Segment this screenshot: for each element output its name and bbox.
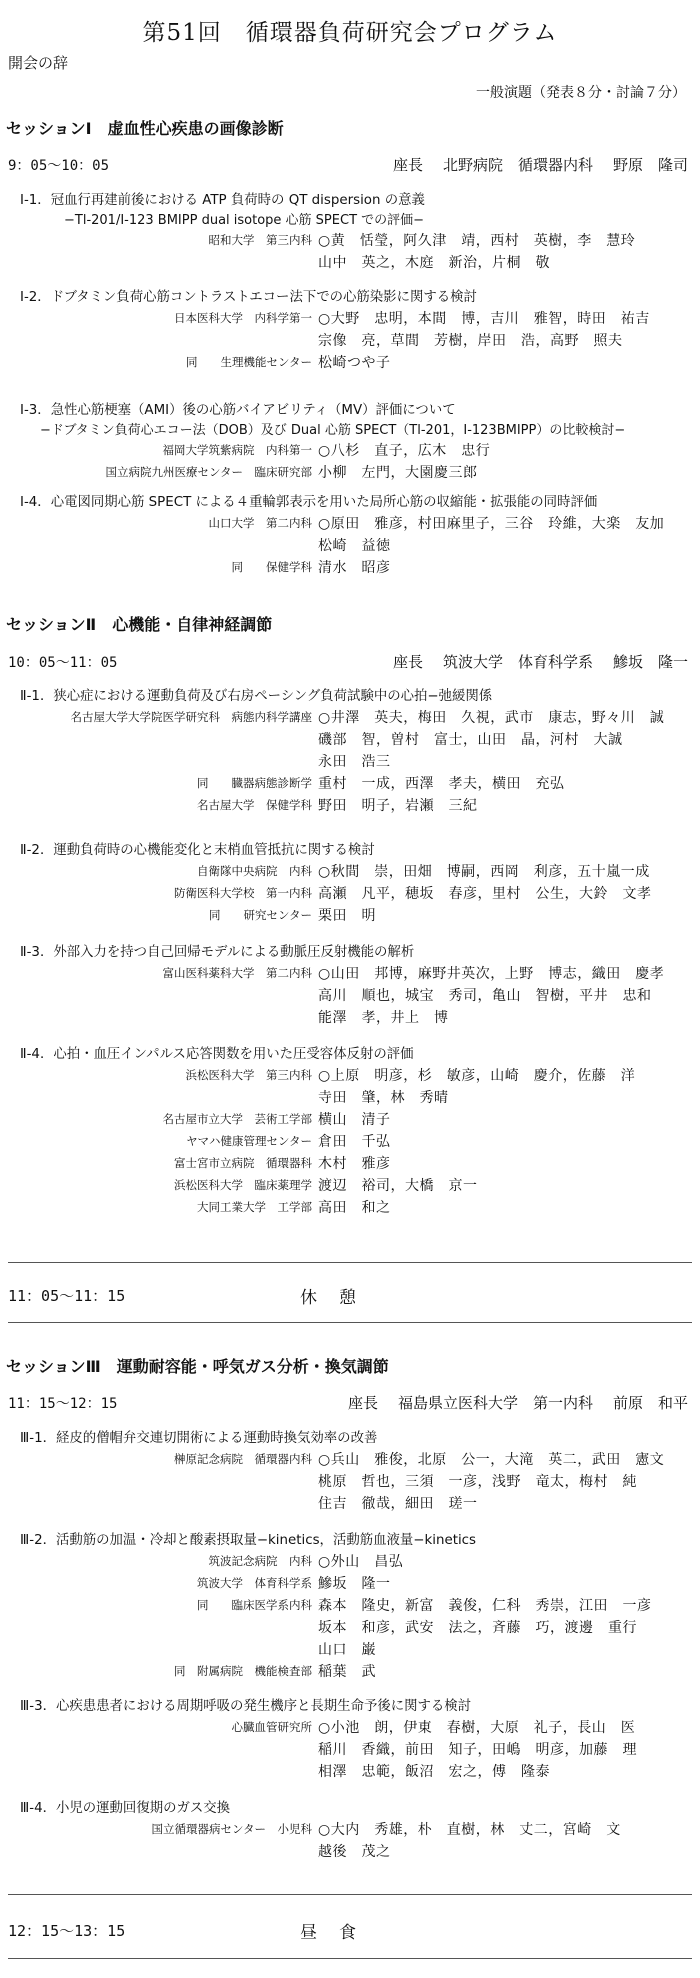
author-names: 寺田 肇，林 秀晴 <box>318 1090 449 1106</box>
author-names: ○外山 昌弘 <box>318 1554 404 1570</box>
author-row <box>0 1573 700 1595</box>
author-row <box>0 1841 700 1863</box>
author-row <box>0 1717 700 1739</box>
paper-entry <box>0 400 700 484</box>
paper-subtitle: −Tl-201/I-123 BMIPP dual isotope 心筋 SPECT での評価− <box>64 213 425 228</box>
chair-label: 座長 <box>347 1394 378 1412</box>
author-row <box>0 1449 700 1471</box>
divider <box>8 1894 692 1895</box>
author-row <box>0 557 700 579</box>
affiliation: 昭和大学 第三内科 <box>208 233 312 247</box>
affiliation: 日本医科大学 内科学第一 <box>174 311 312 325</box>
author-names: ○井澤 英夫，梅田 久視，武市 康志，野々川 誠 <box>318 710 665 726</box>
author-names: ○山田 邦博，麻野井英次，上野 博志，織田 慶孝 <box>318 966 665 982</box>
affiliation: 同 臨床医学系内科 <box>197 1598 312 1612</box>
author-row <box>0 513 700 535</box>
author-row <box>0 330 700 352</box>
author-names: ○八杉 直子，広木 忠行 <box>318 443 491 459</box>
author-names: 野田 明子，岩瀬 三紀 <box>318 798 478 814</box>
author-row <box>0 773 700 795</box>
author-names: 能澤 孝，井上 博 <box>318 1010 449 1026</box>
session-time: 10：05〜11：05 <box>8 655 118 671</box>
break-time: 11：05〜11：15 <box>8 1287 126 1305</box>
affiliation: 福岡大学筑紫病院 内科第一 <box>162 443 312 457</box>
break-label: 休憩 <box>300 1288 378 1308</box>
author-row <box>0 1109 700 1131</box>
break-label: 昼食 <box>300 1923 378 1943</box>
paper-title: Ⅰ-1．冠血行再建前後における ATP 負荷時の QT dispersion の意義 <box>20 193 425 208</box>
author-names: 小柳 左門，大園慶三郎 <box>318 465 478 481</box>
author-names: 木村 雅彦 <box>318 1156 391 1172</box>
author-names: ○原田 雅彦，村田麻里子，三谷 玲維，大楽 友加 <box>318 516 665 532</box>
author-row <box>0 1639 700 1661</box>
author-row <box>0 1493 700 1515</box>
affiliation: 名古屋市立大学 芸術工学部 <box>162 1112 312 1126</box>
author-names: 稲川 香織，前田 知子，田嶋 明彦，加藤 理 <box>318 1742 637 1758</box>
author-names: 永田 浩三 <box>318 754 391 770</box>
author-names: 倉田 千弘 <box>318 1134 391 1150</box>
author-names: 越後 茂之 <box>318 1844 391 1860</box>
paper-entry <box>0 190 700 274</box>
author-names: 山口 巌 <box>318 1642 376 1658</box>
affiliation: 浜松医科大学 臨床薬理学 <box>174 1178 312 1192</box>
paper-title: Ⅲ-4．小児の運動回復期のガス交換 <box>20 1801 231 1816</box>
author-row <box>0 1617 700 1639</box>
chair-affiliation: 北野病院 循環器内科 <box>442 156 593 174</box>
author-row <box>0 795 700 817</box>
author-row <box>0 1087 700 1109</box>
page-title: 第51回 循環器負荷研究会プログラム <box>142 20 558 46</box>
author-names: 住吉 徹哉，細田 瑳一 <box>318 1496 478 1512</box>
author-names: 相澤 忠範，飯沼 宏之，傅 隆泰 <box>318 1764 550 1780</box>
paper-title: Ⅰ-4．心電図同期心筋 SPECT による４重輪郭表示を用いた局所心筋の収縮能・拡張能の同時評価 <box>20 495 598 510</box>
session-time: 9：05〜10：05 <box>8 158 110 174</box>
divider <box>8 1262 692 1263</box>
divider <box>8 1322 692 1323</box>
paper-entry <box>0 686 700 817</box>
paper-entry <box>0 942 700 1029</box>
author-row <box>0 751 700 773</box>
paper-subtitle: −ドブタミン負荷心エコー法（DOB）及び Dual 心筋 SPECT（Tl-201，I-123BMIPP）の比較検討− <box>40 423 626 438</box>
author-names: 鰺坂 隆一 <box>318 1576 391 1592</box>
author-names: 山中 英之，木庭 新治，片桐 敬 <box>318 255 550 271</box>
author-row <box>0 1175 700 1197</box>
author-names: 森本 隆史，新富 義俊，仁科 秀崇，江田 一彦 <box>318 1598 652 1614</box>
author-row <box>0 883 700 905</box>
affiliation: 名古屋大学 保健学科 <box>197 798 312 812</box>
paper-title: Ⅲ-3．心疾患患者における周期呼吸の発生機序と長期生命予後に関する検討 <box>20 1699 472 1714</box>
chair-affiliation: 筑波大学 体育科学系 <box>442 653 593 671</box>
paper-title: Ⅱ-3．外部入力を持つ自己回帰モデルによる動脈圧反射機能の解析 <box>20 945 415 960</box>
chair-label: 座長 <box>392 653 423 671</box>
author-row <box>0 1761 700 1783</box>
paper-entry <box>0 1044 700 1219</box>
session-title: セッションⅢ 運動耐容能・呼気ガス分析・換気調節 <box>6 1357 389 1376</box>
paper-entry <box>0 1798 700 1863</box>
session-time: 11：15〜12：15 <box>8 1396 118 1412</box>
author-row <box>0 905 700 927</box>
author-row <box>0 535 700 557</box>
author-row <box>0 308 700 330</box>
author-names: 高田 和之 <box>318 1200 391 1216</box>
affiliation: 防衛医科大学校 第一内科 <box>174 886 312 900</box>
author-names: 宗像 亮，草間 芳樹，岸田 浩，高野 照夫 <box>318 333 623 349</box>
author-names: 横山 清子 <box>318 1112 391 1128</box>
session-chair <box>393 154 688 175</box>
paper-entry <box>0 1530 700 1683</box>
author-names: ○小池 朗，伊東 春樹，大原 礼子，長山 医 <box>318 1720 636 1736</box>
paper-entry <box>0 840 700 927</box>
author-row <box>0 1595 700 1617</box>
chair-name: 鰺坂 隆一 <box>612 653 688 671</box>
author-names: 松崎 益徳 <box>318 538 391 554</box>
author-row <box>0 707 700 729</box>
affiliation: 国立病院九州医療センター 臨床研究部 <box>105 465 312 479</box>
author-names: ○上原 明彦，杉 敏彦，山崎 慶介，佐藤 洋 <box>318 1068 636 1084</box>
author-row <box>0 352 700 374</box>
author-names: 渡辺 裕司，大橋 京一 <box>318 1178 478 1194</box>
affiliation: 筑波記念病院 内科 <box>208 1554 312 1568</box>
author-row <box>0 252 700 274</box>
author-row <box>0 462 700 484</box>
affiliation: 自衛隊中央病院 内科 <box>197 864 312 878</box>
author-names: 高瀬 凡平，穂坂 春彦，里村 公生，大鈴 文孝 <box>318 886 652 902</box>
session-title: セッションⅡ 心機能・自律神経調節 <box>6 615 273 634</box>
affiliation: ヤマハ健康管理センター <box>186 1134 312 1148</box>
paper-title: Ⅲ-2．活動筋の加温・冷却と酸素摂取量−kinetics，活動筋血液量−kinetics <box>20 1533 477 1548</box>
paper-title: Ⅱ-2．運動負荷時の心機能変化と末梢血管抵抗に関する検討 <box>20 843 375 858</box>
author-row <box>0 1065 700 1087</box>
author-row <box>0 1007 700 1029</box>
break-time: 12：15〜13：15 <box>8 1922 126 1940</box>
affiliation: 山口大学 第二内科 <box>208 516 312 530</box>
chair-name: 前原 和平 <box>612 1394 688 1412</box>
author-row <box>0 1153 700 1175</box>
paper-title: Ⅰ-3．急性心筋梗塞（AMI）後の心筋バイアビリティ（MV）評価について <box>20 403 456 418</box>
author-row <box>0 729 700 751</box>
session-chair <box>348 1392 688 1413</box>
affiliation: 同 保健学科 <box>231 560 312 574</box>
paper-title: Ⅲ-1．経皮的僧帽弁交連切開術による運動時換気効率の改善 <box>20 1431 378 1446</box>
author-names: ○黄 恬瑩，阿久津 靖，西村 英樹，李 慧玲 <box>318 233 636 249</box>
author-names: ○大野 忠明，本間 博，吉川 雅智，時田 祐吉 <box>318 311 650 327</box>
author-names: 栗田 明 <box>318 908 376 924</box>
author-names: ○秋間 崇，田畑 博嗣，西岡 利彦，五十嵐一成 <box>318 864 650 880</box>
affiliation: 同 臓器病態診断学 <box>197 776 312 790</box>
author-names: 稲葉 武 <box>318 1664 376 1680</box>
affiliation: 浜松医科大学 第三内科 <box>185 1068 312 1082</box>
author-names: ○大内 秀雄，朴 直樹，林 丈二，宮崎 文 <box>318 1822 621 1838</box>
author-names: 坂本 和彦，武安 法之，斉藤 巧，渡邊 重行 <box>318 1620 637 1636</box>
general-presentation-note: 一般演題（発表８分・討論７分） <box>476 85 686 101</box>
author-row <box>0 1551 700 1573</box>
affiliation: 同 附属病院 機能検査部 <box>174 1664 312 1678</box>
author-row <box>0 963 700 985</box>
author-names: 桃原 哲也，三須 一彦，浅野 竜太，梅村 純 <box>318 1474 637 1490</box>
affiliation: 心臓血管研究所 <box>231 1720 312 1734</box>
paper-title: Ⅱ-4．心拍・血圧インパルス応答関数を用いた圧受容体反射の評価 <box>20 1047 414 1062</box>
author-row <box>0 230 700 252</box>
chair-name: 野原 隆司 <box>612 156 688 174</box>
author-row <box>0 1819 700 1841</box>
session-chair <box>393 651 688 672</box>
chair-affiliation: 福島県立医科大学 第一内科 <box>397 1394 593 1412</box>
divider <box>8 1958 692 1959</box>
paper-entry <box>0 1696 700 1783</box>
author-names: 重村 一成，西澤 孝夫，横田 充弘 <box>318 776 565 792</box>
author-row <box>0 1661 700 1683</box>
author-row <box>0 861 700 883</box>
author-names: 磯部 智，曽村 富士，山田 晶，河村 大誠 <box>318 732 623 748</box>
author-names: 松崎つや子 <box>318 355 391 371</box>
affiliation: 名古屋大学大学院医学研究科 病態内科学講座 <box>70 710 312 724</box>
author-names: 清水 昭彦 <box>318 560 391 576</box>
affiliation: 榊原記念病院 循環器内科 <box>174 1452 312 1466</box>
chair-label: 座長 <box>392 156 423 174</box>
paper-entry <box>0 1428 700 1515</box>
paper-title: Ⅰ-2．ドブタミン負荷心筋コントラストエコー法下での心筋染影に関する検討 <box>20 290 477 305</box>
affiliation: 富山医科薬科大学 第二内科 <box>162 966 312 980</box>
author-row <box>0 440 700 462</box>
affiliation: 同 研究センター <box>208 908 312 922</box>
paper-entry <box>0 287 700 374</box>
author-row <box>0 1197 700 1219</box>
affiliation: 筑波大学 体育科学系 <box>197 1576 312 1590</box>
author-names: ○兵山 雅俊，北原 公一，大滝 英二，武田 憲文 <box>318 1452 665 1468</box>
author-names: 高川 順也，城宝 秀司，亀山 智樹，平井 忠和 <box>318 988 652 1004</box>
author-row <box>0 1131 700 1153</box>
affiliation: 国立循環器病センター 小児科 <box>151 1822 312 1836</box>
session-title: セッションⅠ 虚血性心疾患の画像診断 <box>6 119 284 138</box>
opening-remarks: 開会の辞 <box>8 54 69 72</box>
paper-entry <box>0 492 700 579</box>
affiliation: 大同工業大学 工学部 <box>197 1200 312 1214</box>
affiliation: 同 生理機能センター <box>185 355 312 369</box>
affiliation: 富士宮市立病院 循環器科 <box>174 1156 312 1170</box>
paper-title: Ⅱ-1．狭心症における運動負荷及び右房ペーシング負荷試験中の心拍−弛緩関係 <box>20 689 493 704</box>
author-row <box>0 985 700 1007</box>
author-row <box>0 1471 700 1493</box>
author-row <box>0 1739 700 1761</box>
